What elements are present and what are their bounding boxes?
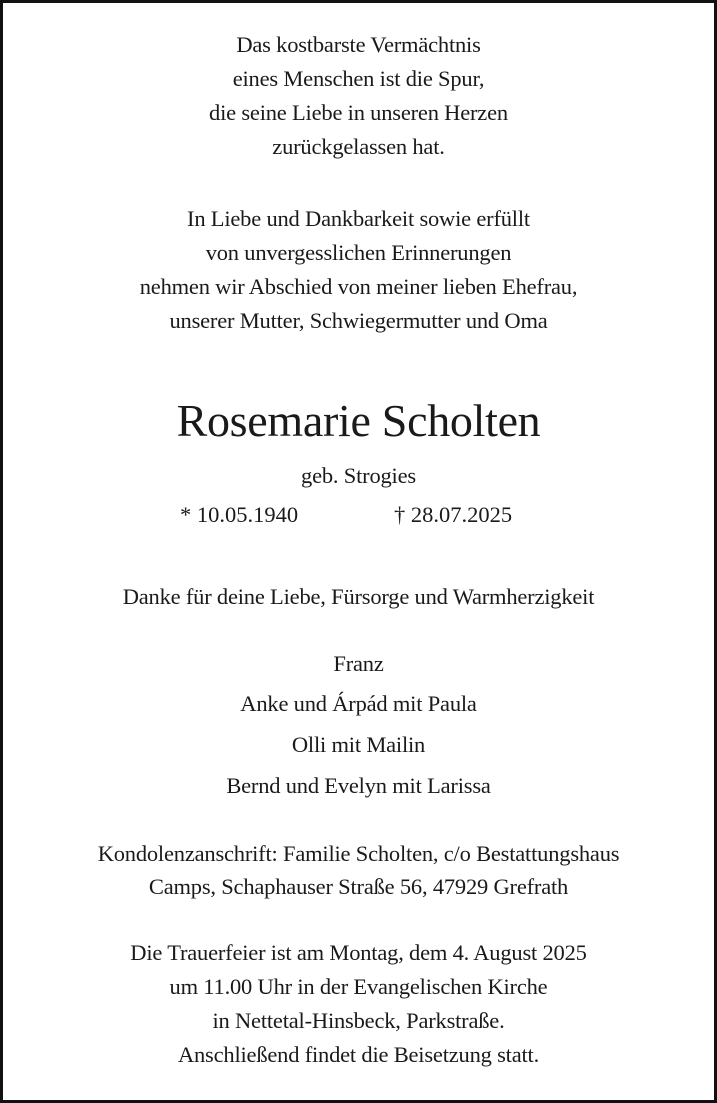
address-line: Camps, Schaphauser Straße 56, 47929 Grefrath — [148, 874, 569, 899]
intro-line: von unvergesslichen Erinnerungen — [205, 240, 512, 265]
birth-date: * 10.05.1940 — [180, 502, 299, 527]
mourner-item: Anke und Árpád mit Paula — [240, 691, 477, 716]
intro-line: In Liebe und Dankbarkeit sowie erfüllt — [187, 206, 530, 231]
service-line: Anschließend findet die Beisetzung statt. — [177, 1042, 540, 1067]
death-date: † 28.07.2025 — [394, 502, 513, 527]
mourner-item: Olli mit Mailin — [291, 732, 426, 757]
maiden-name: geb. Strogies — [301, 463, 416, 488]
thanks-line: Danke für deine Liebe, Fürsorge und Warmherzigkeit — [122, 584, 595, 609]
service-line: Die Trauerfeier ist am Montag, dem 4. August 2025 — [130, 940, 587, 965]
mourner-item: Bernd und Evelyn mit Larissa — [226, 773, 491, 798]
intro-line: nehmen wir Abschied von meiner lieben Ehefrau, — [139, 274, 578, 299]
address-line: Kondolenzanschrift: Familie Scholten, c/o Bestattungshaus — [97, 841, 620, 866]
intro-line: unserer Mutter, Schwiegermutter und Oma — [169, 308, 548, 333]
life-dates — [0, 502, 717, 532]
service-line: in Nettetal-Hinsbeck, Parkstraße. — [212, 1008, 505, 1033]
quote-line: Das kostbarste Vermächtnis — [236, 32, 481, 57]
service-line: um 11.00 Uhr in der Evangelischen Kirche — [169, 974, 548, 999]
deceased-name: Rosemarie Scholten — [176, 395, 541, 446]
quote-line: die seine Liebe in unseren Herzen — [209, 100, 508, 125]
quote-line: zurückgelassen hat. — [272, 134, 445, 159]
quote-line: eines Menschen ist die Spur, — [232, 66, 485, 91]
mourner-item: Franz — [333, 651, 384, 676]
